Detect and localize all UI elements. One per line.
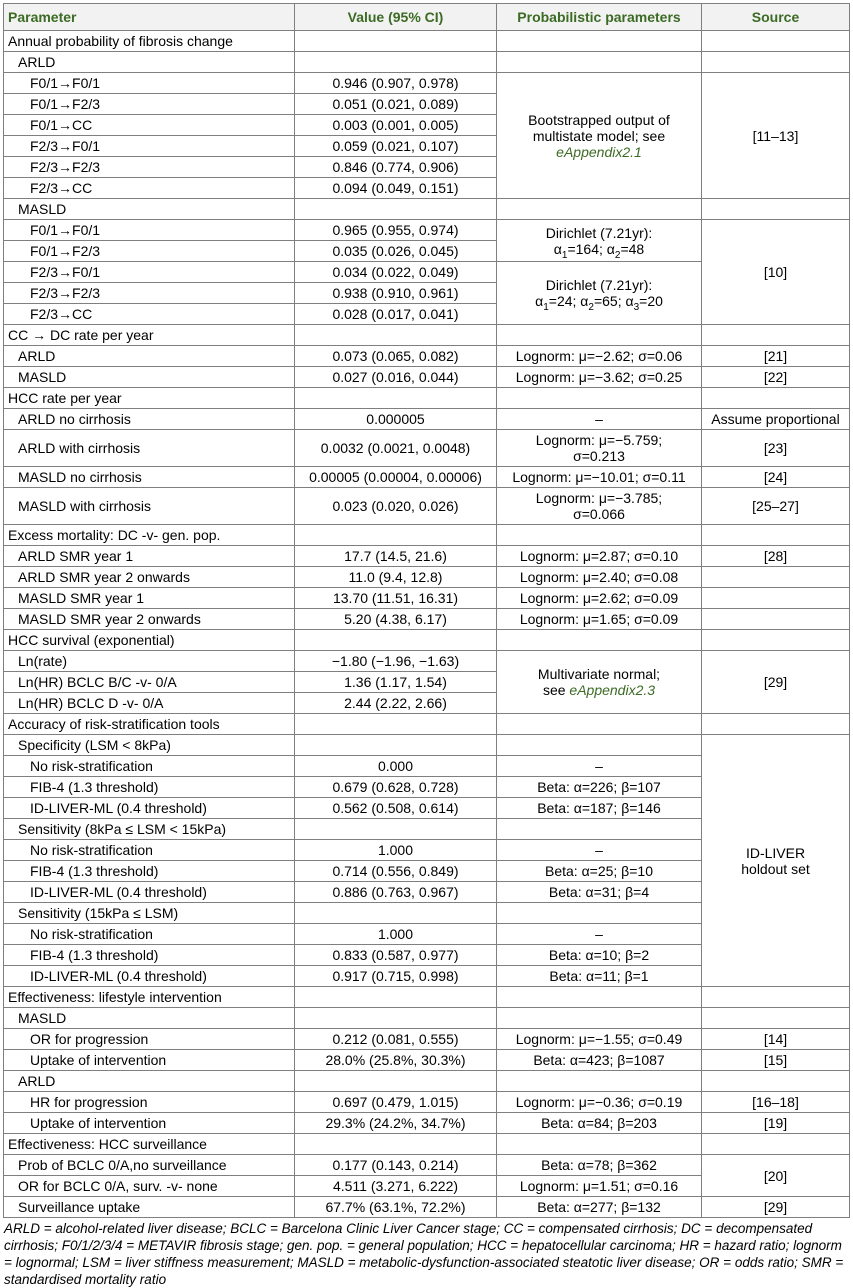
parameter-cell: F0/1→F2/3	[4, 241, 295, 262]
value-cell: 0.697 (0.479, 1.015)	[295, 1092, 497, 1113]
source-cell-empty	[702, 609, 850, 630]
parameter-cell: F2/3→CC	[4, 304, 295, 325]
value-cell: 13.70 (11.51, 16.31)	[295, 588, 497, 609]
header-source: Source	[702, 4, 850, 31]
probabilistic-cell: Lognorm: μ=2.62; σ=0.09	[497, 588, 702, 609]
value-cell: 0.094 (0.049, 0.151)	[295, 178, 497, 199]
probabilistic-cell: Beta: α=226; β=107	[497, 777, 702, 798]
value-cell: 0.051 (0.021, 0.089)	[295, 94, 497, 115]
parameter-table-container	[3, 3, 849, 1288]
parameter-cell: ARLD	[4, 346, 295, 367]
value-cell: 1.000	[295, 924, 497, 945]
table-row	[4, 73, 850, 94]
parameter-cell: Ln(HR) BCLC B/C -v- 0/A	[4, 672, 295, 693]
arld-prob-line2: multistate model; see	[532, 127, 666, 144]
parameter-cell: ARLD SMR year 1	[4, 546, 295, 567]
parameter-cell: MASLD SMR year 2 onwards	[4, 609, 295, 630]
alpha-symbol: α	[553, 240, 562, 257]
value-cell: 0.886 (0.763, 0.967)	[295, 882, 497, 903]
table-row	[4, 1050, 850, 1071]
subsection-label: Specificity (LSM < 8kPa)	[4, 735, 295, 756]
source-cell: Assume proportional	[702, 409, 850, 430]
probabilistic-cell: Lognorm: μ=−0.36; σ=0.19	[497, 1092, 702, 1113]
subsection-row	[4, 52, 850, 73]
source-cell: [29]	[702, 1197, 850, 1218]
prob-line2: σ=0.213	[573, 448, 625, 464]
table-row	[4, 1155, 850, 1176]
table-row	[4, 588, 850, 609]
probabilistic-cell: Beta: α=187; β=146	[497, 798, 702, 819]
dirichlet-value: =164; α	[567, 240, 615, 257]
table-row	[4, 430, 850, 467]
subscript: 2	[614, 249, 621, 261]
eappendix-2-1-link[interactable]: eAppendix2.1	[556, 143, 642, 160]
section-row	[4, 525, 850, 546]
section-label: Annual probability of fibrosis change	[4, 31, 295, 52]
subscript: 2	[588, 301, 594, 313]
table-row	[4, 467, 850, 488]
source-line1: ID-LIVER	[745, 844, 806, 861]
dirichlet-line1: Dirichlet (7.21yr):	[545, 277, 653, 293]
parameter-cell: MASLD SMR year 1	[4, 588, 295, 609]
parameter-cell: Surveillance uptake	[4, 1197, 295, 1218]
source-cell-merged: [20]	[702, 1155, 850, 1197]
value-cell: 17.7 (14.5, 21.6)	[295, 546, 497, 567]
value-cell: 0.212 (0.081, 0.555)	[295, 1029, 497, 1050]
value-cell: 0.027 (0.016, 0.044)	[295, 367, 497, 388]
probabilistic-cell: Lognorm: μ=−3.62; σ=0.25	[497, 367, 702, 388]
section-row	[4, 630, 850, 651]
table-row	[4, 409, 850, 430]
subsection-row	[4, 199, 850, 220]
alpha-symbol: α	[535, 293, 544, 309]
header-probabilistic: Probabilistic parameters	[497, 4, 702, 31]
value-cell: 0.177 (0.143, 0.214)	[295, 1155, 497, 1176]
source-line2: holdout set	[741, 860, 810, 877]
value-cell: −1.80 (−1.96, −1.63)	[295, 651, 497, 672]
subscript: 3	[633, 301, 640, 313]
parameter-cell: ARLD no cirrhosis	[4, 409, 295, 430]
source-cell: [22]	[702, 367, 850, 388]
probabilistic-cell-merged	[497, 220, 702, 262]
parameter-cell: No risk-stratification	[4, 924, 295, 945]
parameter-cell: F0/1→F0/1	[4, 73, 295, 94]
parameter-cell: F0/1→CC	[4, 115, 295, 136]
source-cell-merged: [29]	[702, 651, 850, 714]
section-row	[4, 325, 850, 346]
parameter-cell: F2/3→F0/1	[4, 136, 295, 157]
parameter-cell: MASLD	[4, 367, 295, 388]
value-cell: 0.028 (0.017, 0.041)	[295, 304, 497, 325]
parameter-cell: ID-LIVER-ML (0.4 threshold)	[4, 966, 295, 987]
value-cell: 0.965 (0.955, 0.974)	[295, 220, 497, 241]
value-cell: 0.833 (0.587, 0.977)	[295, 945, 497, 966]
section-row	[4, 714, 850, 735]
parameter-cell: OR for progression	[4, 1029, 295, 1050]
subsection-label: MASLD	[4, 1008, 295, 1029]
value-cell: 0.917 (0.715, 0.998)	[295, 966, 497, 987]
probabilistic-cell: Lognorm: μ=2.87; σ=0.10	[497, 546, 702, 567]
section-label: HCC rate per year	[4, 388, 295, 409]
parameter-cell: FIB-4 (1.3 threshold)	[4, 861, 295, 882]
subsection-label: Sensitivity (8kPa ≤ LSM < 15kPa)	[4, 819, 295, 840]
dirichlet-value: =65; α	[593, 293, 634, 309]
table-row	[4, 609, 850, 630]
value-cell: 0.003 (0.001, 0.005)	[295, 115, 497, 136]
parameter-cell: FIB-4 (1.3 threshold)	[4, 945, 295, 966]
value-cell: 0.073 (0.065, 0.082)	[295, 346, 497, 367]
parameter-cell: No risk-stratification	[4, 756, 295, 777]
source-cell: [15]	[702, 1050, 850, 1071]
source-cell: [14]	[702, 1029, 850, 1050]
parameter-cell: Ln(rate)	[4, 651, 295, 672]
parameter-cell: Ln(HR) BCLC D -v- 0/A	[4, 693, 295, 714]
section-label: CC → DC rate per year	[4, 325, 295, 346]
subsection-label: MASLD	[4, 199, 295, 220]
section-label: Effectiveness: lifestyle intervention	[4, 987, 295, 1008]
parameter-cell: F2/3→CC	[4, 178, 295, 199]
probabilistic-cell: Beta: α=277; β=132	[497, 1197, 702, 1218]
source-cell: [28]	[702, 546, 850, 567]
table-row	[4, 1113, 850, 1134]
source-cell-merged: [11–13]	[702, 73, 850, 199]
value-cell: 0.562 (0.508, 0.614)	[295, 798, 497, 819]
value-cell: 5.20 (4.38, 6.17)	[295, 609, 497, 630]
probabilistic-cell: Lognorm: μ=−10.01; σ=0.11	[497, 467, 702, 488]
prob-line1: Lognorm: μ=−5.759;	[535, 432, 663, 448]
parameter-cell: ARLD with cirrhosis	[4, 430, 295, 467]
value-cell: 0.938 (0.910, 0.961)	[295, 283, 497, 304]
section-label: Effectiveness: HCC surveillance	[4, 1134, 295, 1155]
arld-prob-line1: Bootstrapped output of	[528, 111, 670, 128]
parameter-cell: F2/3→F2/3	[4, 283, 295, 304]
value-cell: 0.00005 (0.00004, 0.00006)	[295, 467, 497, 488]
header-parameter: Parameter	[4, 4, 295, 31]
probabilistic-cell: Lognorm: μ=1.65; σ=0.09	[497, 609, 702, 630]
value-cell: 67.7% (63.1%, 72.2%)	[295, 1197, 497, 1218]
source-cell: [16–18]	[702, 1092, 850, 1113]
parameter-cell: No risk-stratification	[4, 840, 295, 861]
probabilistic-cell: –	[497, 756, 702, 777]
source-cell-empty	[702, 567, 850, 588]
subsection-row	[4, 1071, 850, 1092]
subscript: 1	[561, 249, 568, 261]
value-cell: 29.3% (24.2%, 34.7%)	[295, 1113, 497, 1134]
value-cell: 0.679 (0.628, 0.728)	[295, 777, 497, 798]
source-cell: [24]	[702, 467, 850, 488]
header-row	[4, 4, 850, 31]
value-cell: 1.36 (1.17, 1.54)	[295, 672, 497, 693]
value-cell: 0.000	[295, 756, 497, 777]
parameter-cell: FIB-4 (1.3 threshold)	[4, 777, 295, 798]
probabilistic-cell: Beta: α=31; β=4	[497, 882, 702, 903]
section-label: HCC survival (exponential)	[4, 630, 295, 651]
table-row	[4, 567, 850, 588]
probabilistic-cell-merged	[497, 651, 702, 714]
dirichlet-line1: Dirichlet (7.21yr):	[545, 224, 653, 241]
table-row	[4, 488, 850, 525]
hcc-prob-line2: see	[542, 682, 566, 698]
value-cell: 0.000005	[295, 409, 497, 430]
subsection-label: ARLD	[4, 1071, 295, 1092]
section-row	[4, 388, 850, 409]
table-row	[4, 367, 850, 388]
table-row	[4, 1092, 850, 1113]
dirichlet-value: =48	[620, 240, 645, 257]
probabilistic-cell-merged	[497, 262, 702, 325]
probabilistic-cell: –	[497, 409, 702, 430]
probabilistic-cell: Lognorm: μ=−2.62; σ=0.06	[497, 346, 702, 367]
probabilistic-cell	[497, 430, 702, 467]
subsection-row	[4, 735, 850, 756]
source-cell: [25–27]	[702, 488, 850, 525]
value-cell: 0.023 (0.020, 0.026)	[295, 488, 497, 525]
parameter-cell: F2/3→F0/1	[4, 262, 295, 283]
value-cell: 11.0 (9.4, 12.8)	[295, 567, 497, 588]
eappendix-2-3-link[interactable]: eAppendix2.3	[569, 682, 656, 698]
header-value: Value (95% CI)	[295, 4, 497, 31]
subscript: 1	[543, 301, 549, 313]
section-row	[4, 987, 850, 1008]
value-cell: 0.035 (0.026, 0.045)	[295, 241, 497, 262]
parameter-cell: F0/1→F2/3	[4, 94, 295, 115]
subsection-label: Sensitivity (15kPa ≤ LSM)	[4, 903, 295, 924]
probabilistic-cell: –	[497, 840, 702, 861]
source-cell: [21]	[702, 346, 850, 367]
probabilistic-cell: Beta: α=78; β=362	[497, 1155, 702, 1176]
value-cell: 1.000	[295, 840, 497, 861]
source-cell-empty	[702, 588, 850, 609]
dirichlet-value: =24; α	[548, 293, 589, 309]
value-cell: 2.44 (2.22, 2.66)	[295, 693, 497, 714]
probabilistic-cell: Lognorm: μ=−1.55; σ=0.49	[497, 1029, 702, 1050]
subsection-row	[4, 1008, 850, 1029]
probabilistic-cell-merged	[497, 73, 702, 199]
value-cell: 0.946 (0.907, 0.978)	[295, 73, 497, 94]
probabilistic-cell: Lognorm: μ=2.40; σ=0.08	[497, 567, 702, 588]
probabilistic-cell	[497, 488, 702, 525]
probabilistic-cell: Beta: α=25; β=10	[497, 861, 702, 882]
value-cell: 28.0% (25.8%, 30.3%)	[295, 1050, 497, 1071]
parameter-cell: MASLD with cirrhosis	[4, 488, 295, 525]
table-row	[4, 546, 850, 567]
parameter-cell: F2/3→F2/3	[4, 157, 295, 178]
probabilistic-cell: Beta: α=84; β=203	[497, 1113, 702, 1134]
table-row	[4, 651, 850, 672]
probabilistic-cell: Beta: α=11; β=1	[497, 966, 702, 987]
probabilistic-cell: Beta: α=10; β=2	[497, 945, 702, 966]
source-cell-merged	[702, 735, 850, 987]
parameter-cell: ARLD SMR year 2 onwards	[4, 567, 295, 588]
probabilistic-cell: Lognorm: μ=1.51; σ=0.16	[497, 1176, 702, 1197]
section-label: Excess mortality: DC -v- gen. pop.	[4, 525, 295, 546]
source-cell-merged: [10]	[702, 220, 850, 325]
section-row	[4, 31, 850, 52]
hcc-prob-line1: Multivariate normal;	[537, 666, 661, 682]
parameter-cell: Prob of BCLC 0/A,no surveillance	[4, 1155, 295, 1176]
parameter-cell: ID-LIVER-ML (0.4 threshold)	[4, 882, 295, 903]
source-cell: [23]	[702, 430, 850, 467]
source-cell: [19]	[702, 1113, 850, 1134]
table-footnote: ARLD = alcohol-related liver disease; BCLC = Barcelona Clinic Liver Cancer stage; CC = compensated cirrhosis; DC = decompensated cirrhosis; F0/1/2/3/4 = METAVIR fibrosis stage; gen. pop. = general population; HCC = hepatocellular carcinoma; HR = hazard ratio; lognorm = lognormal; LSM = liver stiffness measurement; MASLD = metabolic-dysfunction-associated steatotic liver disease; OR = odds ratio; SMR = standardised mortality ratio	[4, 1221, 844, 1287]
probabilistic-cell: –	[497, 924, 702, 945]
parameter-cell: Uptake of intervention	[4, 1113, 295, 1134]
parameter-cell: HR for progression	[4, 1092, 295, 1113]
value-cell: 0.846 (0.774, 0.906)	[295, 157, 497, 178]
section-row	[4, 1134, 850, 1155]
value-cell: 0.0032 (0.0021, 0.0048)	[295, 430, 497, 467]
parameter-cell: OR for BCLC 0/A, surv. -v- none	[4, 1176, 295, 1197]
prob-line2: σ=0.066	[573, 506, 625, 522]
parameter-cell: ID-LIVER-ML (0.4 threshold)	[4, 798, 295, 819]
parameter-cell: MASLD no cirrhosis	[4, 467, 295, 488]
table-row	[4, 346, 850, 367]
value-cell: 0.059 (0.021, 0.107)	[295, 136, 497, 157]
subsection-label: ARLD	[4, 52, 295, 73]
section-label: Accuracy of risk-stratification tools	[4, 714, 295, 735]
probabilistic-cell: Beta: α=423; β=1087	[497, 1050, 702, 1071]
table-row	[4, 220, 850, 241]
dirichlet-value: =20	[639, 293, 663, 309]
table-row	[4, 1197, 850, 1218]
value-cell: 0.034 (0.022, 0.049)	[295, 262, 497, 283]
value-cell: 4.511 (3.271, 6.222)	[295, 1176, 497, 1197]
parameter-cell: Uptake of intervention	[4, 1050, 295, 1071]
value-cell: 0.714 (0.556, 0.849)	[295, 861, 497, 882]
parameter-cell: F0/1→F0/1	[4, 220, 295, 241]
table-row	[4, 1029, 850, 1050]
parameter-table	[3, 3, 850, 1218]
prob-line1: Lognorm: μ=−3.785;	[535, 490, 663, 506]
